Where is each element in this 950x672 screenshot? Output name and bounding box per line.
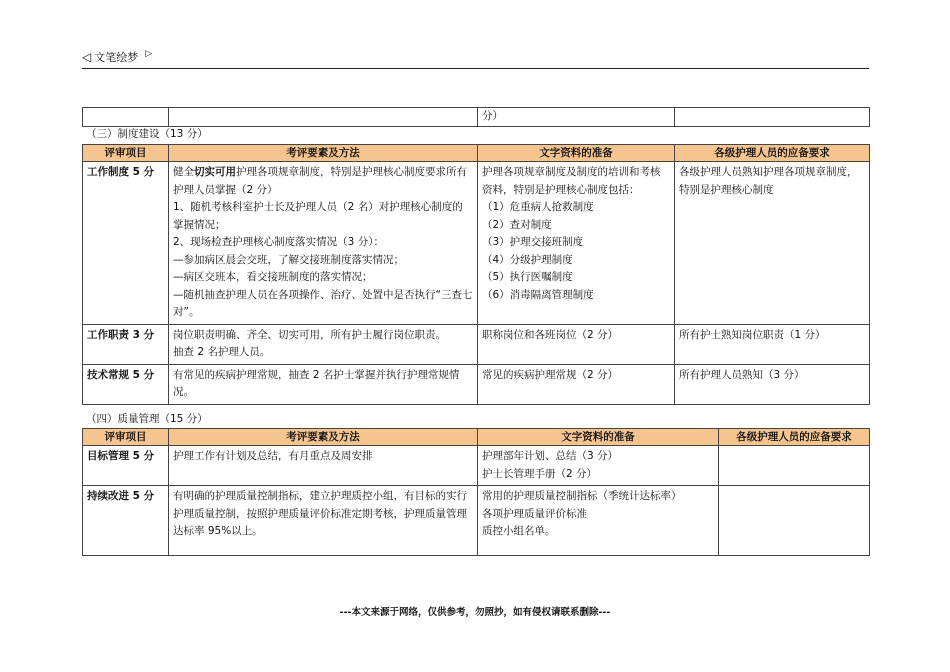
req-cell: 各级护理人员熟知护理各项规章制度，特别是护理核心制度 [675,162,870,325]
table-row [83,162,870,325]
req-cell [719,486,870,556]
docs-item: （4）分级护理制度 [482,253,573,266]
docs-item: 质控小组名单。 [482,525,556,537]
col-header-item: 评审项目 [83,429,169,446]
item-cell: 技术常规 5 分 [83,364,169,404]
docs-item: （6）消毒隔离管理制度 [482,288,594,301]
table-header-row [83,429,870,446]
left-triangle-icon: ◁ [82,50,92,64]
docs-cell [478,486,719,556]
method-cell: 有明确的护理质量控制指标，建立护理质控小组，有目标的实行护理质量控制，按照护理质量评价标准定期考核，护理质量管理达标率 95%以上。 [169,486,478,556]
section4-title: （四）质量管理（15 分） [86,413,208,425]
item-cell: 持续改进 5 分 [83,486,169,556]
method-line: —随机抽查护理人员在各项操作、治疗、处置中是否执行“三查七对”。 [173,288,473,318]
docs-item: （5）执行医嘱制度 [482,271,573,283]
item-cell: 目标管理 5 分 [83,446,169,486]
req-cell: 所有护理人员熟知（3 分） [675,364,870,404]
method-line: 1、随机考核科室护士长及护理人员（2 名）对护理核心制度的掌握情况； [173,201,463,231]
method-cell [169,162,478,325]
docs-item: （3）护理交接班制度 [482,236,584,248]
col-header-req: 各级护理人员的应备要求 [675,145,870,162]
docs-cell: 常见的疾病护理常规（2 分） [478,364,675,404]
table-row [83,446,870,486]
section4-table [82,428,870,556]
right-triangle-icon: ▷ [145,49,153,59]
docs-item: 护理部年计划、总结（3 分） [482,450,619,462]
col-header-docs: 文字资料的准备 [478,145,675,162]
page-footer: ---本文来源于网络，仅供参考，勿照抄，如有侵权请联系删除--- [339,607,611,618]
docs-item: （2）查对制度 [482,218,552,231]
col-header-method: 考评要素及方法 [169,145,478,162]
method-line: —参加病区晨会交班，了解交接班制度落实情况； [173,253,404,266]
table-row [83,364,870,404]
method-line: 岗位职责明确、齐全、切实可用，所有护士履行岗位职责。 [173,328,446,341]
method-line: —病区交班本，看交接班制度的落实情况； [173,271,373,283]
cell-docs: 分） [478,108,675,127]
item-cell: 工作制度 5 分 [83,162,169,325]
col-header-docs: 文字资料的准备 [478,429,719,446]
method-text: 健全 [173,166,194,178]
docs-item: 各项护理质量评价标准 [482,507,587,520]
method-text: 护理各项规章制度，特别是护理核心制度要求所有护理人员掌握（2 分） [173,166,467,196]
method-emphasis: 切实可用 [194,166,236,178]
method-cell: 有常见的疾病护理常规，抽查 2 名护士掌握并执行护理常规情况。 [169,364,478,404]
method-cell: 护理工作有计划及总结，有月重点及周安排 [169,446,478,486]
section3-table [82,144,870,405]
docs-cell: 职称岗位和各班岗位（2 分） [478,324,675,364]
col-header-req: 各级护理人员的应备要求 [719,429,870,446]
page-header [82,49,152,65]
header-brand: 文笔绘梦 [94,51,139,64]
col-header-item: 评审项目 [83,145,169,162]
table-row [83,324,870,364]
header-rule [82,68,869,69]
table-header-row [83,145,870,162]
method-cell [169,324,478,364]
docs-item: 护士长管理手册（2 分） [482,467,598,480]
table-row [83,486,870,556]
docs-intro: 护理各项规章制度及制度的培训和考核资料，特别是护理核心制度包括： [482,166,661,196]
req-cell: 所有护士熟知岗位职责（1 分） [675,324,870,364]
method-line: 抽查 2 名护理人员。 [173,346,271,358]
method-line: 2、现场检查护理核心制度落实情况（3 分）： [173,236,384,248]
col-header-method: 考评要素及方法 [169,429,478,446]
table-row [83,108,870,127]
docs-item: 常用的护理质量控制指标（季统计达标率） [482,490,682,502]
item-cell: 工作职责 3 分 [83,324,169,364]
req-cell [719,446,870,486]
continued-table [82,107,870,127]
docs-item: （1）危重病人抢救制度 [482,201,594,213]
docs-cell [478,162,675,325]
section3-title: （三）制度建设（13 分） [86,128,208,140]
docs-cell [478,446,719,486]
